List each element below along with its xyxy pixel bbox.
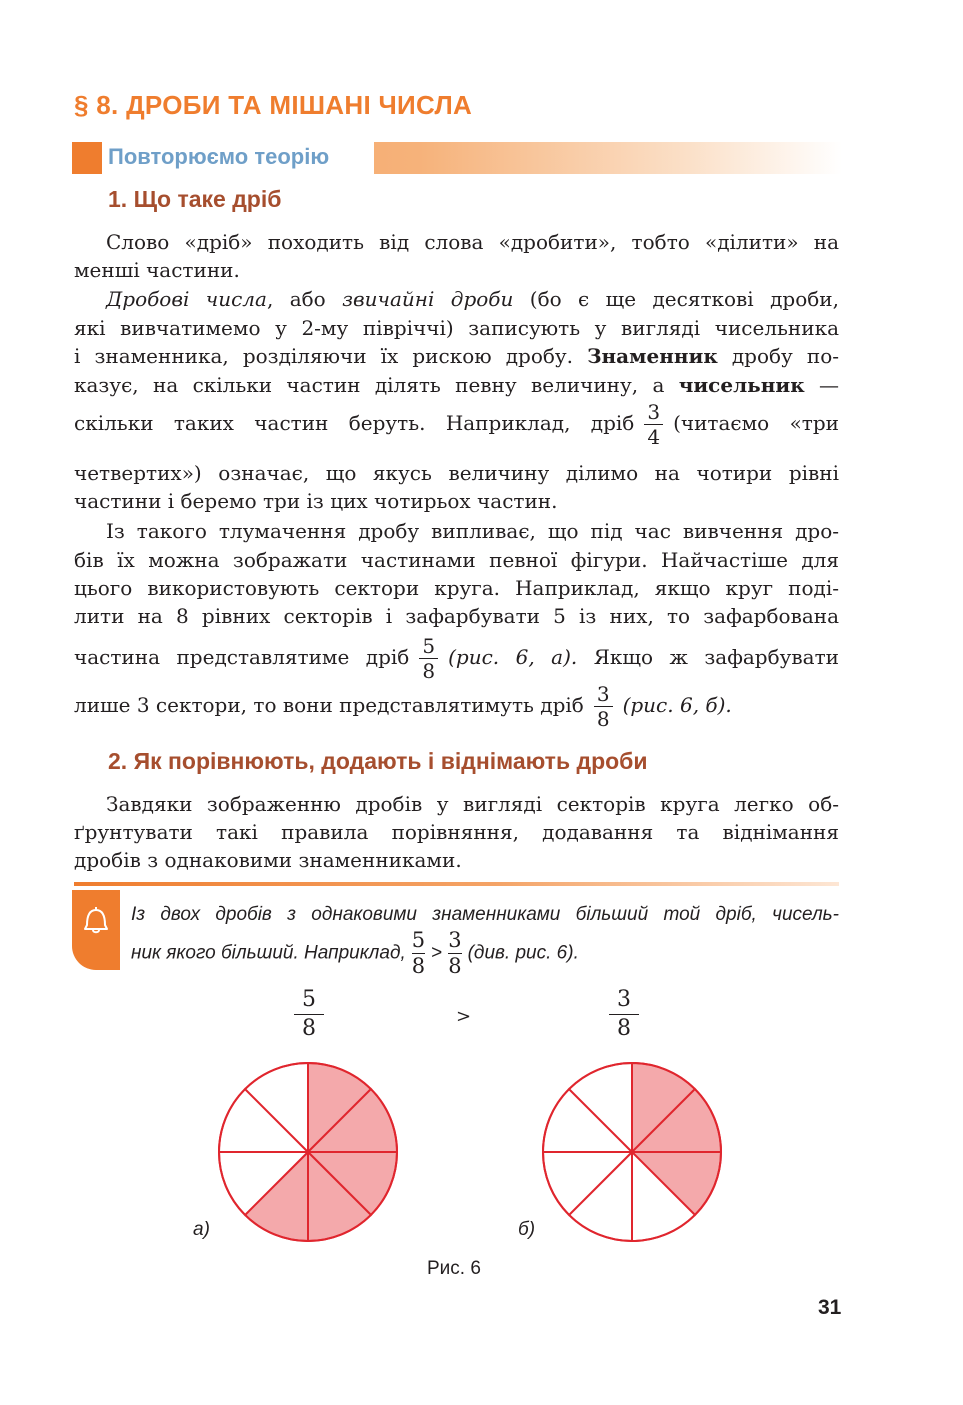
subsection-title-2: 2. Як порівнюють, додають і віднімають дроби — [108, 748, 648, 774]
rule-marker — [72, 890, 120, 970]
fraction-3-8: $\frac{3}{8}$ — [594, 682, 613, 731]
section-title: § 8. ДРОБИ ТА МІШАНІ ЧИСЛА — [74, 90, 473, 120]
rule-divider — [74, 882, 839, 886]
figure-fraction-right: $\frac{3}{8}$ — [609, 986, 639, 1043]
figure-label-b: б) — [518, 1219, 536, 1240]
rule-fraction-5-8: $\frac{5}{8}$ — [411, 928, 426, 978]
paragraph-2-line-2: які вивчатимемо у 2-му півріччі) записують у вигляді чисельника — [74, 316, 839, 340]
paragraph-3-line-6: лише 3 сектори, то вони представлятимуть дріб $\frac{3}{8}$ (рис. 6, б). — [74, 682, 732, 731]
rule-fraction-3-8: $\frac{3}{8}$ — [448, 928, 462, 978]
paragraph-2-line-1: Дробові числа, або звичайні дроби (бо є ще десяткові дроби, — [106, 287, 839, 311]
paragraph-3-line-1: Із такого тлумачення дробу випливає, що під час вивчення дро- — [106, 519, 839, 543]
paragraph-3-line-4: лити на 8 рівних секторів і зафарбувати 5 із них, то зафарбована — [74, 604, 839, 628]
theory-label: Повторюємо теорію — [108, 144, 330, 169]
figure-compare-sign: > — [456, 1006, 472, 1027]
paragraph-1-line-1: Слово «дріб» походить від слова «дробити», тобто «ділити» на — [106, 230, 839, 254]
circle-diagram-a — [208, 1052, 408, 1252]
bell-icon — [72, 890, 120, 970]
paragraph-2-line-7: частини і беремо три із цих чотирьох частин. — [74, 489, 558, 513]
paragraph-3-line-3: цього використовують сектори круга. Наприклад, якщо круг поді- — [74, 576, 839, 600]
rule-line-1: Із двох дробів з однаковими знаменниками більший той дріб, чисель- — [131, 904, 839, 925]
figure-caption: Рис. 6 — [427, 1258, 481, 1279]
figure-label-a: а) — [193, 1219, 210, 1240]
figure-fraction-left: $\frac{5}{8}$ — [294, 986, 324, 1043]
subsection-title-1: 1. Що таке дріб — [108, 186, 282, 212]
paragraph-2-line-3: і знаменника, розділяючи їх рискою дробу. Знаменник дробу по- — [74, 344, 840, 368]
fraction-3-4: $\frac{3}{4}$ — [644, 400, 663, 449]
paragraph-3-line-5: частина представлятиме дріб $\frac{5}{8}$ (рис. 6, а). Якщо ж зафарбувати — [74, 634, 839, 683]
paragraph-2-line-4: казує, на скільки частин ділять певну величину, а чисельник — — [74, 373, 839, 397]
page-number: 31 — [818, 1296, 842, 1319]
paragraph-4-line-1: Завдяки зображенню дробів у вигляді секторів круга легко об- — [106, 792, 839, 816]
paragraph-2-line-6: четвертих») означає, що якусь величину ділимо на чотири рівні — [74, 461, 839, 485]
paragraph-2-line-5: скільки таких частин беруть. Наприклад, дріб $\frac{3}{4}$ (читаємо «три — [74, 400, 839, 449]
fraction-5-8: $\frac{5}{8}$ — [419, 634, 438, 683]
circle-diagram-b — [532, 1052, 732, 1252]
paragraph-4-line-2: ґрунтувати такі правила порівняння, додавання та віднімання — [74, 820, 839, 844]
theory-banner-square — [72, 142, 102, 174]
rule-line-2: ник якого більший. Наприклад, $\frac{5}{8}$ > $\frac{3}{8}$ (див. рис. 6). — [131, 928, 579, 978]
paragraph-4-line-3: дробів з однаковими знаменниками. — [74, 848, 462, 872]
paragraph-3-line-2: бів їх можна зображати частинами певної фігури. Найчастіше для — [74, 548, 839, 572]
paragraph-1-line-2: менші частини. — [74, 258, 240, 282]
